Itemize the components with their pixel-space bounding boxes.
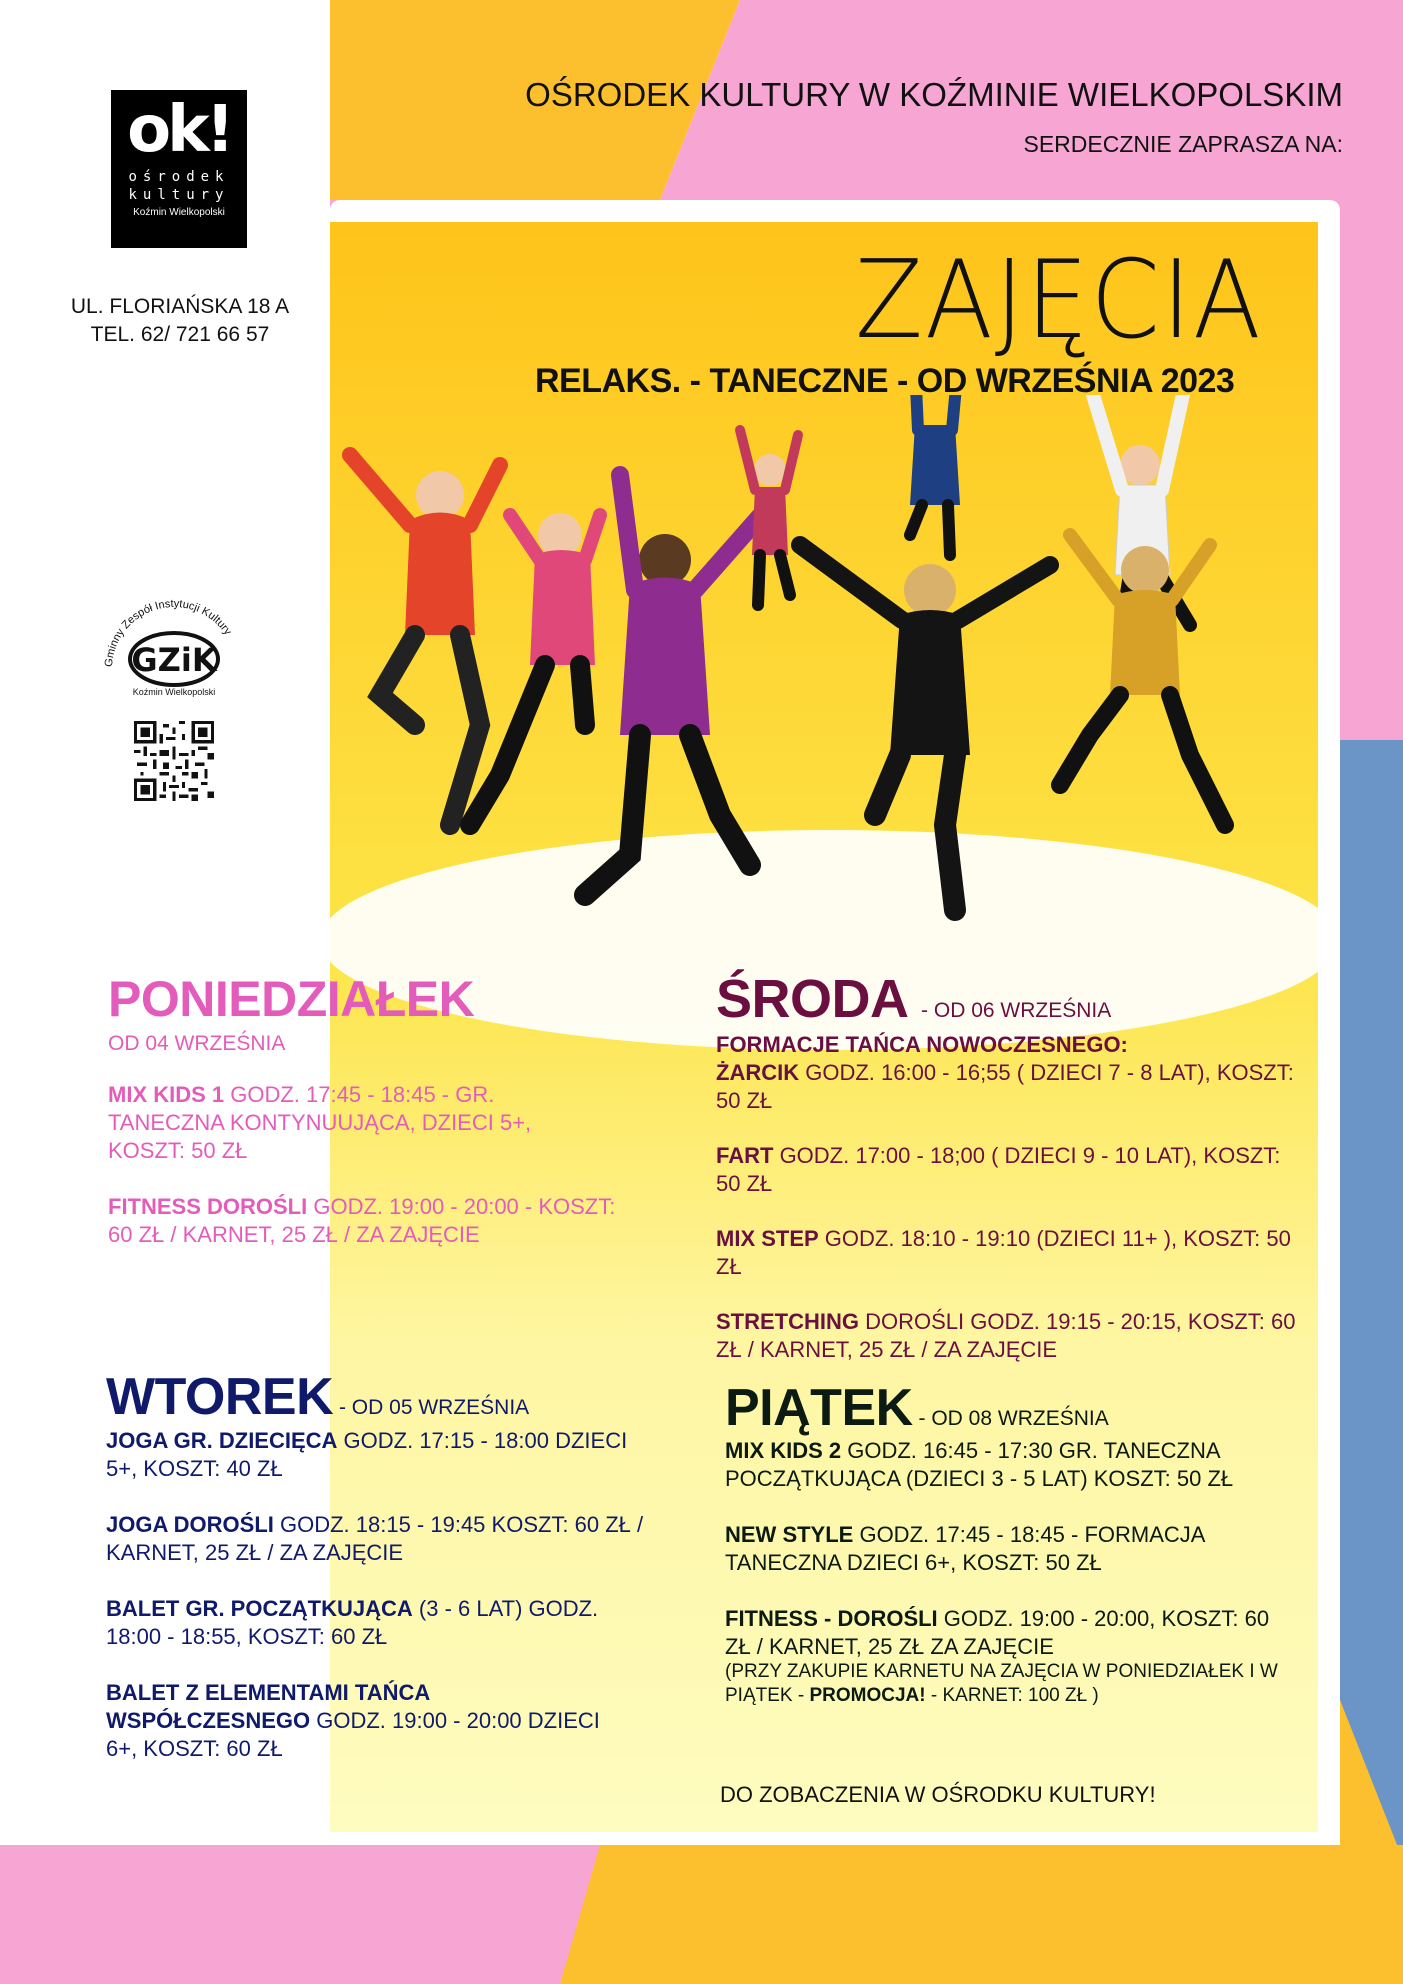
- class-details: GODZ. 18:10 - 19:10 (DZIECI 11+ ), KOSZT: 50 ZŁ: [716, 1226, 1291, 1279]
- friday-since: - OD 08 WRZEŚNIA: [912, 1407, 1109, 1430]
- promo-text: (PRZY ZAKUPIE KARNETU NA ZAJĘCIA W PONIEDZIAŁEK I W PIĄTEK -: [725, 1661, 1278, 1706]
- wednesday-day: ŚRODA: [716, 969, 907, 1029]
- footer-text: DO ZOBACZENIA W OŚRODKU KULTURY!: [720, 1782, 1156, 1807]
- class-details: GODZ. 19:00 - 20:00 DZIECI 6+, KOSZT: 60 ZŁ: [106, 1708, 600, 1761]
- dancer-purple: [585, 475, 770, 895]
- qr-code[interactable]: [134, 721, 214, 801]
- tuesday-item: [106, 1595, 646, 1651]
- poster-title: ZAJĘCIA: [855, 238, 1263, 363]
- class-details: GODZ. 19:00 - 20:00, KOSZT: 60 ZŁ / KARNET, 25 ZŁ ZA ZAJĘCIE: [725, 1606, 1270, 1659]
- gzik-ring-text: Gminny Zespół Instytucji Kultury: [102, 597, 234, 668]
- dancer-pink: [470, 513, 600, 825]
- friday-item: [725, 1437, 1325, 1493]
- gzik-logo: [94, 597, 254, 697]
- class-name: BALET GR. POCZĄTKUJĄCA: [106, 1596, 413, 1621]
- ok-logo-main: ok!: [127, 93, 231, 167]
- tuesday-item: [106, 1511, 646, 1567]
- header-subtitle: SERDECZNIE ZAPRASZA NA:: [1023, 131, 1343, 157]
- class-details: GODZ. 17:45 - 18:45 - FORMACJA TANECZNA DZIECI 6+, KOSZT: 50 ZŁ: [725, 1522, 1205, 1575]
- wednesday-item: [716, 1225, 1296, 1281]
- poster-subtitle: RELAKS. - TANECZNE - OD WRZEŚNIA 2023: [535, 362, 1235, 400]
- class-name: JOGA GR. DZIECIĘCA: [106, 1428, 338, 1453]
- monday-heading: PONIEDZIAŁEK: [108, 971, 475, 1027]
- class-details: GODZ. 16:00 - 16;55 ( DZIECI 7 - 8 LAT), KOSZT: 50 ZŁ: [716, 1060, 1294, 1113]
- address-street: UL. FLORIAŃSKA 18 A: [70, 295, 290, 318]
- class-details: GODZ. 17:45 - 18:45 - GR. TANECZNA KONTYNUUJĄCA, DZIECI 5+, KOSZT: 50 ZŁ: [108, 1082, 532, 1163]
- wednesday-item: [716, 1142, 1296, 1198]
- class-name: FITNESS - DOROŚLI: [725, 1606, 938, 1631]
- wednesday-item: [716, 1308, 1296, 1364]
- gzik-main: GZiK: [131, 641, 217, 679]
- monday-item: [108, 1193, 618, 1249]
- tuesday-day: WTOREK: [106, 1368, 334, 1426]
- class-details: GODZ. 17:15 - 18:00 DZIECI 5+, KOSZT: 40 ZŁ: [106, 1428, 628, 1481]
- class-name: MIX STEP: [716, 1226, 819, 1251]
- class-details: GODZ. 18:15 - 19:45 KOSZT: 60 ZŁ / KARNET, 25 ZŁ / ZA ZAJĘCIE: [106, 1512, 644, 1565]
- ok-logo-line2: kultury: [128, 187, 230, 203]
- monday-since: OD 04 WRZEŚNIA: [108, 1032, 286, 1055]
- monday-item: [108, 1081, 538, 1165]
- class-details: (3 - 6 LAT) GODZ. 18:00 - 18:55, KOSZT: 60 ZŁ: [106, 1596, 599, 1649]
- class-details: GODZ. 16:45 - 17:30 GR. TANECZNA POCZĄTKUJĄCA (DZIECI 3 - 5 LAT) KOSZT: 50 ZŁ: [725, 1438, 1234, 1491]
- ok-logo-line1: ośrodek: [128, 169, 230, 185]
- class-name: BALET Z ELEMENTAMI TAŃCA WSPÓŁCZESNEGO: [106, 1680, 430, 1733]
- header-title: OŚRODEK KULTURY W KOŹMINIE WIELKOPOLSKIM: [525, 76, 1343, 113]
- wednesday-item: [716, 1059, 1296, 1115]
- friday-heading: [725, 1378, 1109, 1438]
- promo-highlight: PROMOCJA!: [809, 1685, 926, 1706]
- friday-item: [725, 1605, 1285, 1661]
- class-name: ŻARCIK: [716, 1060, 800, 1085]
- address-phone: TEL. 62/ 721 66 57: [90, 323, 270, 346]
- wednesday-since: - OD 06 WRZEŚNIA: [921, 999, 1112, 1022]
- class-details: GODZ. 19:00 - 20:00 - KOSZT: 60 ZŁ / KARNET, 25 ZŁ / ZA ZAJĘCIE: [108, 1194, 616, 1247]
- friday-item: [725, 1521, 1305, 1577]
- class-name: NEW STYLE: [725, 1522, 854, 1547]
- dancer-mustard: [1060, 535, 1225, 825]
- dancer-red: [350, 455, 500, 825]
- address: [40, 293, 320, 349]
- gzik-town: Koźmin Wielkopolski: [132, 687, 216, 697]
- class-name: FART: [716, 1143, 774, 1168]
- class-details: DOROŚLI GODZ. 19:15 - 20:15, KOSZT: 60 ZŁ / KARNET, 25 ZŁ / ZA ZAJĘCIE: [716, 1309, 1296, 1362]
- dancers-photo: [330, 395, 1318, 955]
- friday-promo: [725, 1660, 1325, 1708]
- tuesday-item: [106, 1427, 646, 1483]
- wednesday-section-heading: FORMACJE TAŃCA NOWOCZESNEGO:: [716, 1032, 1128, 1057]
- class-name: FITNESS DOROŚLI: [108, 1194, 308, 1219]
- promo-price: - KARNET: 100 ZŁ ): [925, 1685, 1099, 1706]
- tuesday-heading: [106, 1367, 529, 1427]
- class-name: MIX KIDS 1: [108, 1082, 225, 1107]
- friday-day: PIĄTEK: [725, 1379, 913, 1437]
- ok-logo-town: Koźmin Wielkopolski: [133, 207, 225, 218]
- tuesday-since: - OD 05 WRZEŚNIA: [333, 1396, 530, 1419]
- wednesday-heading: [716, 968, 1111, 1030]
- dancer-black-center: [800, 545, 1050, 910]
- tuesday-item: [106, 1679, 606, 1763]
- ok-logo: [111, 90, 247, 248]
- class-name: MIX KIDS 2: [725, 1438, 842, 1463]
- dancer-blue: [910, 395, 960, 555]
- class-name: STRETCHING: [716, 1309, 859, 1334]
- class-details: GODZ. 17:00 - 18;00 ( DZIECI 9 - 10 LAT), KOSZT: 50 ZŁ: [716, 1143, 1281, 1196]
- class-name: JOGA DOROŚLI: [106, 1512, 274, 1537]
